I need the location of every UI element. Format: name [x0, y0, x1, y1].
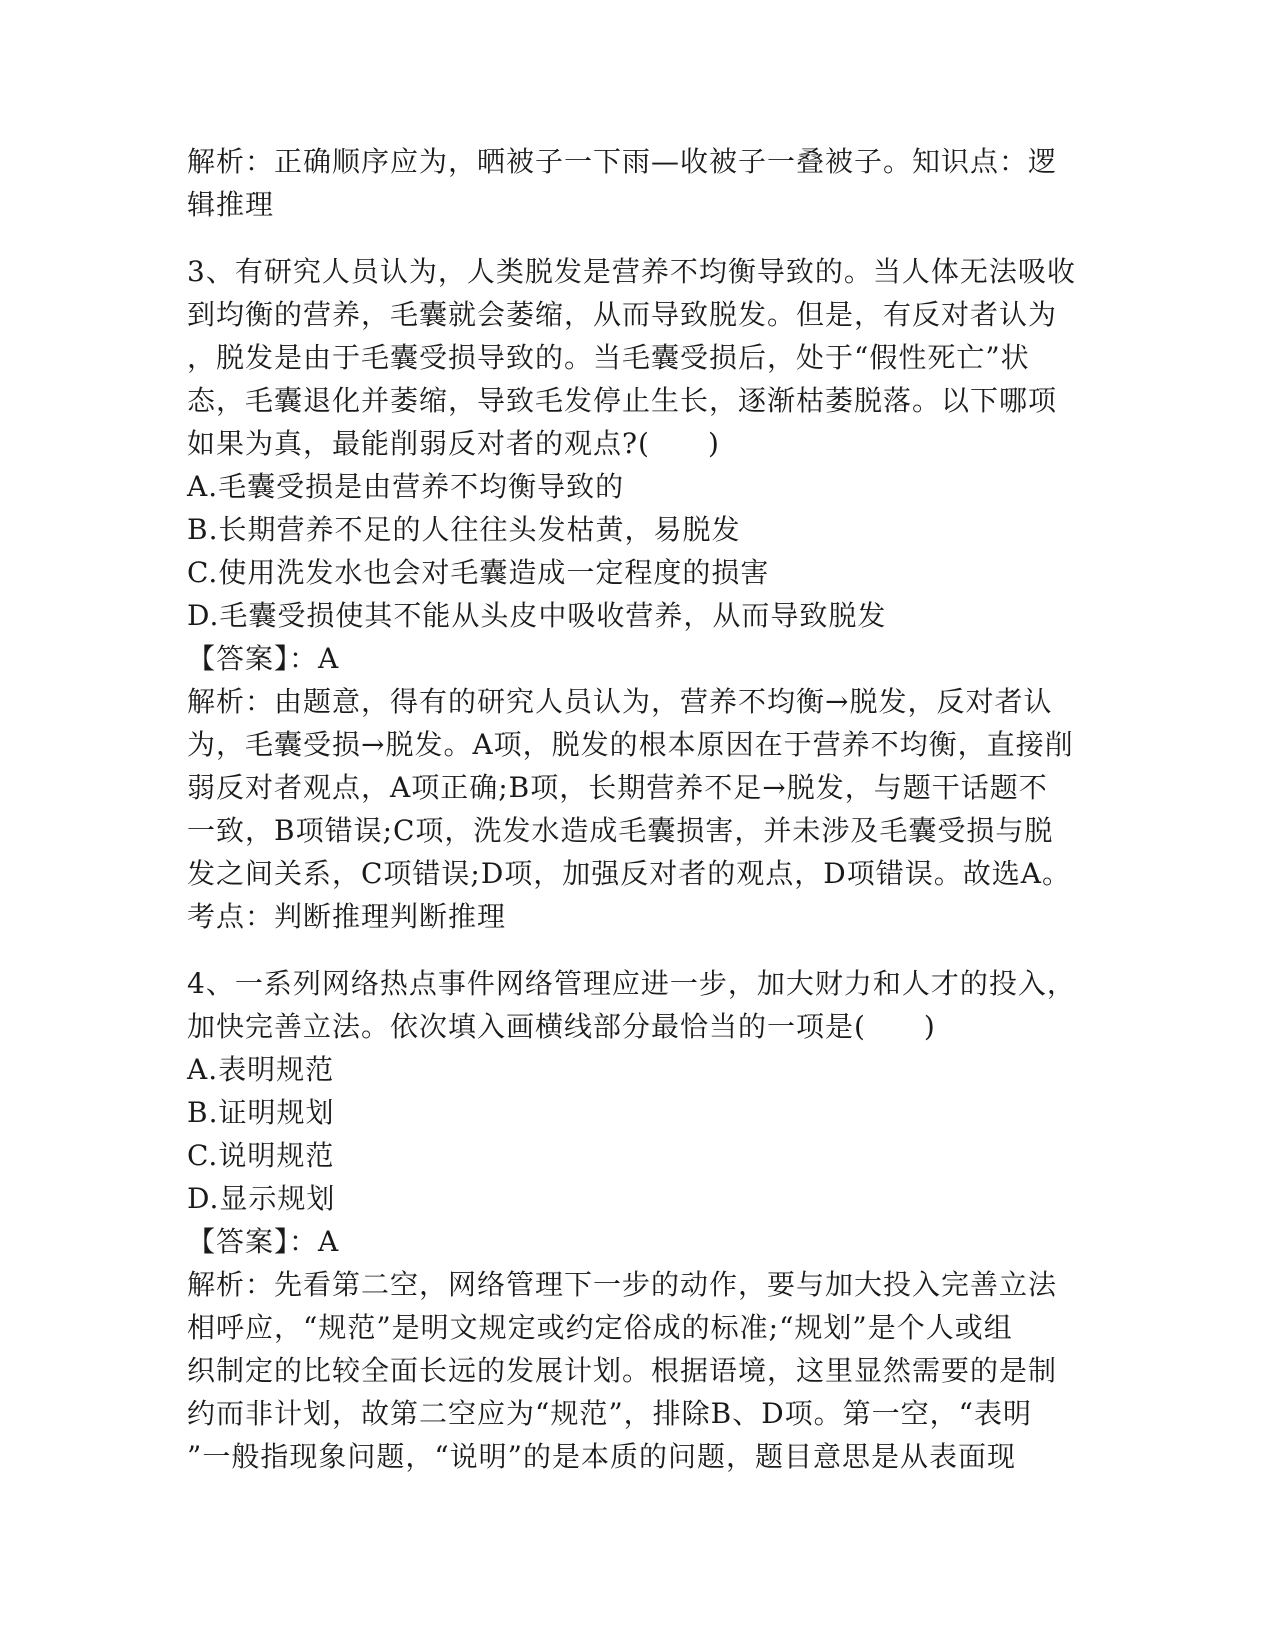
explanation-line: 解析：由题意，得有的研究人员认为，营养不均衡→脱发，反对者认 [187, 685, 1053, 718]
explanation-line: 解析：正确顺序应为，晒被子一下雨—收被子一叠被子。知识点：逻 [187, 145, 1058, 178]
explanation-line: 解析：先看第二空，网络管理下一步的动作，要与加大投入完善立法 [187, 1268, 1058, 1301]
question-stem-line: 3、有研究人员认为，人类脱发是营养不均衡导致的。当人体无法吸收 [187, 255, 1076, 288]
question-stem-line: 如果为真，最能削弱反对者的观点?( ) [187, 427, 720, 460]
explanation-line: 辑推理 [187, 188, 275, 221]
question-stem-line: 4、一系列网络热点事件网络管理应进一步，加大财力和人才的投入， [187, 967, 1076, 1000]
explanation-line: ”一般指现象问题，“说明”的是本质的问题，题目意思是从表面现 [187, 1440, 1016, 1473]
question-3 [187, 250, 1087, 938]
option-a: A.毛囊受损是由营养不均衡导致的 [187, 470, 625, 503]
explanation-line: 约而非计划，故第二空应为“规范”，排除B、D项。第一空，“表明 [187, 1397, 1032, 1430]
explanation-block-2 [187, 140, 1087, 226]
question-stem-line: ，脱发是由于毛囊受损导致的。当毛囊受损后，处于“假性死亡”状 [187, 341, 1030, 374]
explanation-line: 一致，B项错误;C项，洗发水造成毛囊损害，并未涉及毛囊受损与脱 [187, 814, 1054, 847]
question-stem-line: 态，毛囊退化并萎缩，导致毛发停止生长，逐渐枯萎脱落。以下哪项 [187, 384, 1058, 417]
explanation-line: 织制定的比较全面长远的发展计划。根据语境，这里显然需要的是制 [187, 1354, 1058, 1387]
explanation-line: 为，毛囊受损→脱发。A项，脱发的根本原因在于营养不均衡，直接削 [187, 728, 1074, 761]
answer-label: 【答案】：A [187, 1225, 340, 1258]
question-4 [187, 962, 1087, 1478]
explanation-line: 相呼应，“规范”是明文规定或约定俗成的标准;“规划”是个人或组 [187, 1311, 1013, 1344]
option-a: A.表明规范 [187, 1053, 335, 1086]
option-b: B.证明规划 [187, 1096, 335, 1129]
explanation-line: 弱反对者观点，A项正确;B项，长期营养不足→脱发，与题干话题不 [187, 771, 1048, 804]
answer-label: 【答案】：A [187, 642, 340, 675]
question-stem-line: 加快完善立法。依次填入画横线部分最恰当的一项是( ) [187, 1010, 936, 1043]
option-d: D.显示规划 [187, 1182, 336, 1215]
option-b: B.长期营养不足的人往往头发枯黄，易脱发 [187, 513, 741, 546]
question-stem-line: 到均衡的营养，毛囊就会萎缩，从而导致脱发。但是，有反对者认为 [187, 298, 1058, 331]
document-page [187, 140, 1087, 1478]
option-c: C.说明规范 [187, 1139, 335, 1172]
option-c: C.使用洗发水也会对毛囊造成一定程度的损害 [187, 556, 770, 589]
explanation-line: 发之间关系，C项错误;D项，加强反对者的观点，D项错误。故选A。 [187, 857, 1071, 890]
option-d: D.毛囊受损使其不能从头皮中吸收营养，从而导致脱发 [187, 599, 887, 632]
explanation-line: 考点：判断推理判断推理 [187, 900, 507, 933]
